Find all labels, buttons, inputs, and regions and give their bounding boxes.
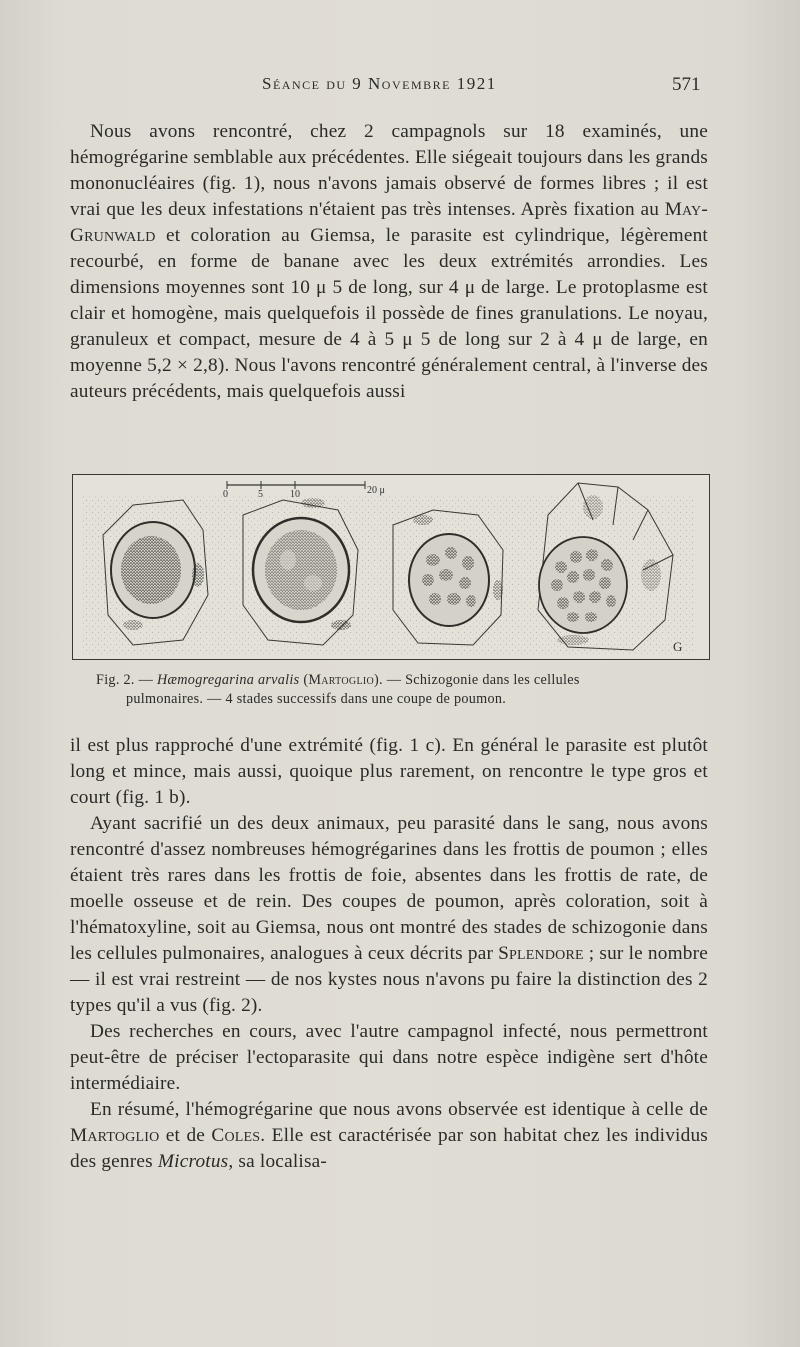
scale-label-10: 10 xyxy=(290,489,300,500)
figure-2-illustration xyxy=(72,474,710,660)
page-number: 571 xyxy=(672,74,701,95)
paragraph-5 xyxy=(70,1097,708,1175)
header-title: Séance du 9 Novembre 1921 xyxy=(262,74,497,93)
paragraph-5-part-1: En résumé, l'hémogrégarine que nous avons observée est identique à celle de xyxy=(90,1099,708,1120)
caption-rest-2: pulmonaires. — 4 stades successifs dans une coupe de poumon. xyxy=(126,691,507,707)
author-coles: Coles xyxy=(211,1125,261,1146)
author-splendore: Splendore xyxy=(498,943,584,964)
text-block-top xyxy=(70,119,708,405)
paragraph-2: il est plus rapproché d'une extrémité (fig. 1 c). En général le parasite est plutôt long et mince, mais aussi, quoique plus rarement, on rencontre le type gros et court (fig. 1 b). xyxy=(70,735,708,808)
paragraph-1 xyxy=(70,119,708,405)
schizogony-drawing xyxy=(73,475,709,659)
paragraph-1-part-1: Nous avons rencontré, chez 2 campagnols sur 18 examinés, une hémogrégarine semblable aux précédentes. Elle siégeait toujours dans les grands mononucléaires (fig. 1), nous n'avons jamais observé de formes libres ; il est vrai que les deux infestations n'étaient pas très intenses. Après fixation au xyxy=(70,121,708,220)
author-martoglio: Martoglio xyxy=(70,1125,160,1146)
paragraph-5-part-3: . Elle est caractérisée par son habitat chez les individus des genres xyxy=(70,1125,708,1172)
scale-label-20: 20 μ xyxy=(367,485,385,496)
genus-microtus: Microtus xyxy=(157,1151,229,1172)
caption-rest-1: — Schizogonie dans les cellules xyxy=(382,672,580,688)
paragraph-3-part-1: Ayant sacrifié un des deux animaux, peu parasité dans le sang, nous avons rencontré d'assez nombreuses hémogrégarines dans les frottis de poumon ; elles étaient très rares dans les frottis de foie, absentes dans les frottis de rate, de moelle osseuse et de rein. Des coupes de poumon, après coloration, soit à l'hématoxyline, soit au Giemsa, nous ont montré des stades de schizogonie dans les cellules pulmonaires, analogues à ceux décrits par xyxy=(70,813,708,964)
figure-corner-mark: G xyxy=(673,639,683,654)
paragraph-5-part-2: et de xyxy=(159,1125,212,1146)
paragraph-4: Des recherches en cours, avec l'autre campagnol infecté, nous permettront peut-être de préciser l'ectoparasite qui dans notre espèce indigène sert d'hôte intermédiaire. xyxy=(70,1021,708,1094)
scale-label-5: 5 xyxy=(258,489,263,500)
author-may-grunwald: May-Grunwald xyxy=(70,199,708,246)
paragraph-3 xyxy=(70,811,708,1019)
running-header xyxy=(0,74,800,104)
scale-label-0: 0 xyxy=(223,489,228,500)
paragraph-3-part-2: ; sur le nombre — il est vrai restreint — de nos kystes nous n'avons pu faire la distinction des 2 types qu'il a vus (fig. 2). xyxy=(70,943,709,1016)
paragraph-5-part-4: , sa localisa- xyxy=(228,1151,328,1172)
caption-prefix: Fig. 2. — xyxy=(96,672,157,688)
caption-author: (Martoglio). xyxy=(303,672,383,688)
paragraph-1-part-2: et coloration au Giemsa, le parasite est cylindrique, légèrement recourbé, en forme de banane avec les deux extrémités arrondies. Les dimensions moyennes sont 10 μ 5 de long, sur 4 μ de large. Le protoplasme est clair et homogène, mais quelquefois il possède de fines granulations. Le noyau, granuleux et compact, mesure de 4 à 5 μ 5 de long sur 2 à 4 μ de large, en moyenne 5,2 × 2,8). Nous l'avons rencontré généralement central, à l'inverse des auteurs précédents, mais quelquefois aussi xyxy=(70,225,708,402)
figure-caption xyxy=(96,671,708,709)
text-block-bottom xyxy=(70,733,708,1175)
caption-species: Hæmogregarina arvalis xyxy=(156,672,300,688)
